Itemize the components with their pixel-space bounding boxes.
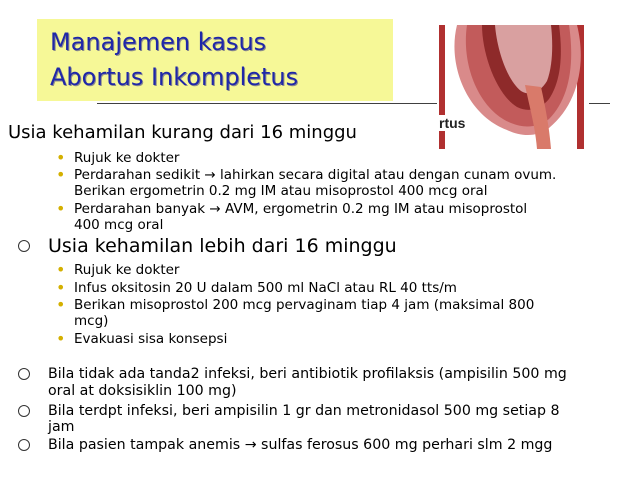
list-item-continuation: mcg) bbox=[74, 313, 109, 329]
bullet-dot-icon: • bbox=[56, 278, 66, 297]
list-item: Bila tidak ada tanda2 infeksi, beri antibiotik profilaksis (ampisilin 500 mg bbox=[48, 366, 567, 382]
title-line-2: Abortus Inkompletus bbox=[50, 63, 299, 91]
bullet-dot-icon: • bbox=[56, 295, 66, 314]
circle-bullet-icon bbox=[18, 240, 30, 252]
uterus-image bbox=[437, 25, 589, 149]
list-item-continuation: jam bbox=[48, 419, 75, 435]
list-item: Rujuk ke dokter bbox=[74, 150, 180, 166]
list-item: Bila terdpt infeksi, beri ampisilin 1 gr dan metronidasol 500 mg setiap 8 bbox=[48, 403, 560, 419]
list-item-continuation: oral at doksisiklin 100 mg) bbox=[48, 383, 237, 399]
slide-title bbox=[50, 25, 298, 95]
bullet-dot-icon: • bbox=[56, 148, 66, 167]
list-item-continuation: Berikan ergometrin 0.2 mg IM atau misoprostol 400 mcg oral bbox=[74, 183, 488, 199]
bullet-dot-icon: • bbox=[56, 199, 66, 218]
list-item-continuation: 400 mcg oral bbox=[74, 217, 164, 233]
bullet-dot-icon: • bbox=[56, 329, 66, 348]
circle-bullet-icon bbox=[18, 368, 30, 380]
title-line-1: Manajemen kasus bbox=[50, 28, 267, 56]
list-item: Perdarahan banyak → AVM, ergometrin 0.2 mg IM atau misoprostol bbox=[74, 201, 528, 217]
list-item: Berikan misoprostol 200 mcg pervaginam tiap 4 jam (maksimal 800 bbox=[74, 297, 535, 313]
list-item: Bila pasien tampak anemis → sulfas ferosus 600 mg perhari slm 2 mgg bbox=[48, 437, 553, 453]
bullet-dot-icon: • bbox=[56, 260, 66, 279]
bullet-dot-icon: • bbox=[56, 165, 66, 184]
section1-heading: Usia kehamilan kurang dari 16 minggu bbox=[8, 122, 357, 143]
list-item: Rujuk ke dokter bbox=[74, 262, 180, 278]
list-item: Evakuasi sisa konsepsi bbox=[74, 331, 228, 347]
circle-bullet-icon bbox=[18, 405, 30, 417]
section2-heading: Usia kehamilan lebih dari 16 minggu bbox=[48, 235, 397, 257]
circle-bullet-icon bbox=[18, 439, 30, 451]
image-caption: rtus bbox=[439, 115, 466, 131]
list-item: Perdarahan sedikit → lahirkan secara digital atau dengan cunam ovum. bbox=[74, 167, 557, 183]
list-item: Infus oksitosin 20 U dalam 500 ml NaCl atau RL 40 tts/m bbox=[74, 280, 457, 296]
